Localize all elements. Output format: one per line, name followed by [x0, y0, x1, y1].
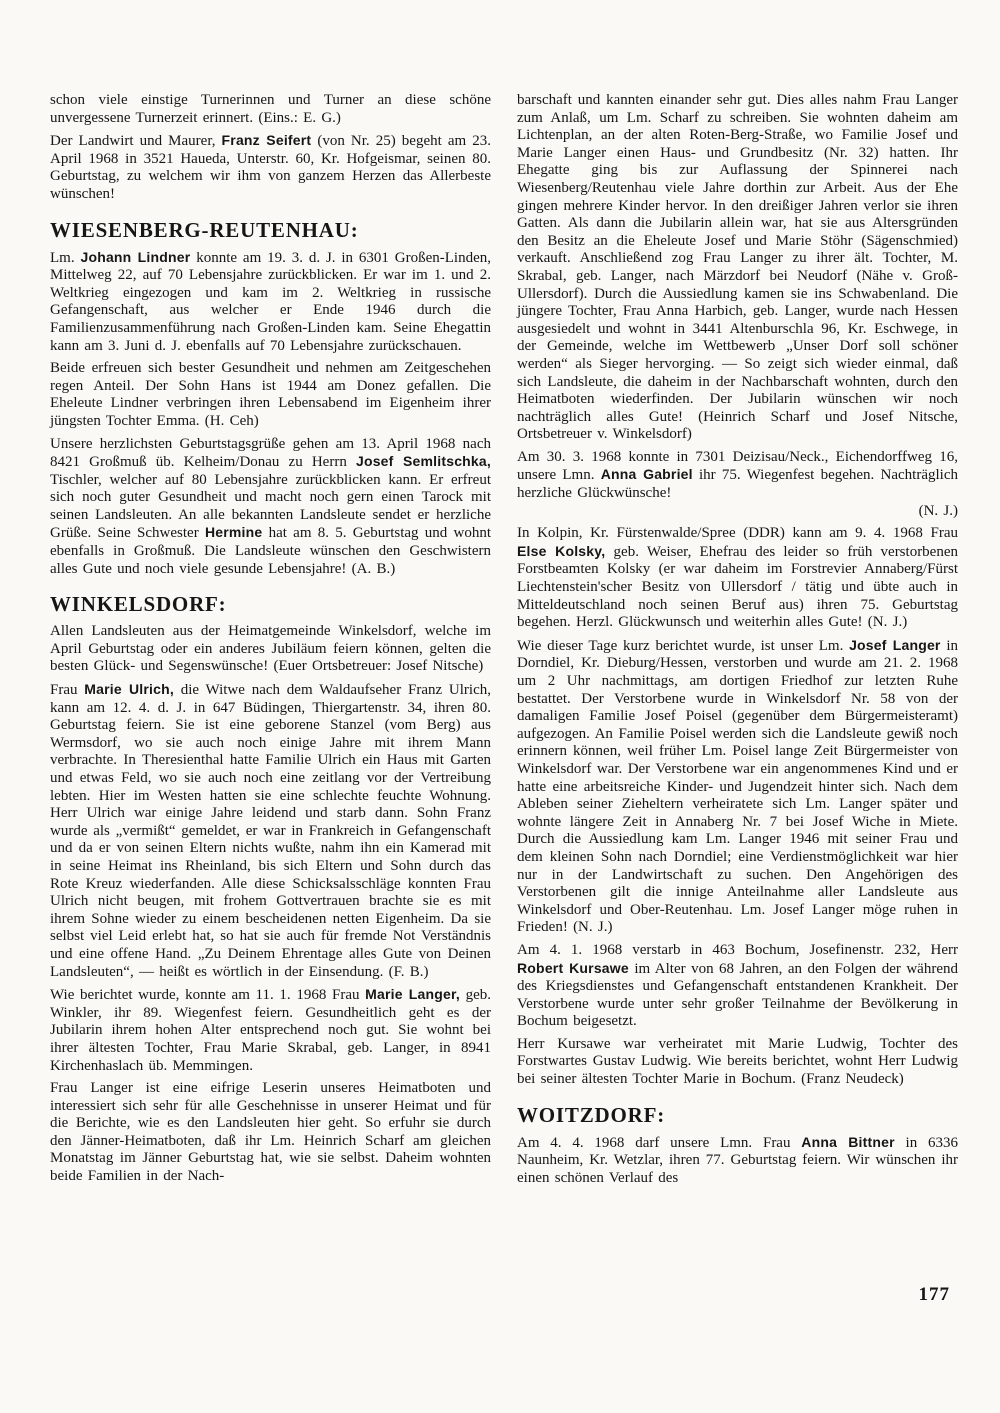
paragraph: [517, 525, 958, 632]
paragraph-text: im Alter von 68 Jahren, an den Folgen der während des Kriegsdienstes und Gefangenschaft entstandenen Krankheit. Der Verstorbene wurde unter sehr großer Teilnahme der Bevölkerung in Bochum beigesetzt.: [517, 960, 958, 1030]
person-name: Franz Seifert: [221, 132, 312, 149]
person-name: Anna Bittner: [801, 1133, 895, 1150]
paragraph: [50, 1080, 491, 1186]
paragraph-text: Herr Kursawe war verheiratet mit Marie Ludwig, Tochter des Forstwartes Gustav Ludwig. Wie bereits berichtet, wohnt Herr Ludwig bei seiner ältesten Tochter Marie in Bochum. (Franz Neudeck): [517, 1035, 958, 1088]
right-column: [517, 92, 958, 1192]
paragraph-text: Beide erfreuen sich bester Gesundheit und nehmen am Zeitgeschehen regen Anteil. Der Sohn Hans ist 1944 am Donez gefallen. Die Eheleute Lindner verbringen ihren Lebensabend im Eigenheim ihrer jüngsten Tochter Emma. (H. Ceh): [50, 360, 491, 429]
paragraph-text: Tischler, welcher auf 80 Lebensjahre zurückblicken kann. Er erfreut sich noch guter Gesundheit und macht noch gern einen Tarock mit seinen Landsleuten. An alle bekannten Landsleute sendet er herzliche Grüße. Seine Schwester: [50, 471, 491, 542]
paragraph-text: geb. Weiser, Ehefrau des leider so früh verstorbenen Forstbeamten Kolsky (er war daheim im Forstrevier Annaberg/Fürst Liechtenstein'scher Besitz von Ullersdorf / tätig und übte auch in Mitteldeutschland noch seinen Beruf aus) ihren 75. Geburtstag begehen. Herzl. Glückwunsch und weiterhin alles Gute! (N. J.): [517, 543, 958, 631]
paragraph: [517, 1134, 958, 1188]
paragraph-text: in Dorndiel, Kr. Dieburg/Hessen, verstorben und wurde am 21. 2. 1968 um 2 Uhr nachmittags, am dortigen Friedhof zur letzten Ruhe bestattet. Der Verstorbene wurde in Winkelsdorf Nr. 58 von der damaligen Familie Josef Poisel (gegenüber dem Bürgermeisteramt) aufgezogen. An Familie Poisel werden sich die Landsleute gewiß noch erinnern können, weil früher Lm. Poisel lange Zeit Bürgermeister von Winkelsdorf war. Der Verstorbene war ein angenommenes Kind und er hatte eine arbeitsreiche Kinder- und Jugendzeit hinter sich. Nach dem Ableben seiner Zieheltern verheiratete sich Lm. Langer später und wohnte längere Zeit in Annaberg Nr. 7 bei Josef Wiche in Miete. Durch die Aussiedlung kam Lm. Langer 1946 mit seiner Frau und dem kleinen Sohn nach Dorndiel; eine Verdienstmöglichkeit war hier nur in der Landwirtschaft zu suchen. Den Angehörigen des Verstorbenen gilt die innige Anteilnahme aller Landsleute aus Winkelsdorf und Ober-Reutenhau. Lm. Josef Langer möge ruhen in Frieden! (N. J.): [517, 637, 958, 936]
person-name: Josef Langer: [849, 636, 941, 653]
paragraph: [50, 623, 491, 676]
paragraph-text: Der Landwirt und Maurer,: [50, 133, 222, 150]
paragraph-text: Wie dieser Tage kurz berichtet wurde, ist unser Lm.: [517, 637, 850, 654]
paragraph: [50, 360, 491, 430]
paragraph-text: Allen Landsleuten aus der Heimatgemeinde Winkelsdorf, welche im April Geburtstag oder ein anderes Jubiläum feiern können, gelten die besten Glück- und Segenswünsche! (Euer Ortsbetreuer: Josef Nitsche): [50, 623, 491, 675]
person-name: Marie Langer,: [365, 986, 460, 1003]
paragraph: [50, 681, 491, 981]
paragraph-text: Lm.: [50, 249, 81, 266]
page-number: 177: [918, 1284, 950, 1305]
paragraph: [50, 436, 491, 579]
person-name: Johann Lindner: [80, 248, 191, 265]
paragraph-text: Unsere herzlichsten Geburtstagsgrüße gehen am 13. April 1968 nach 8421 Großmuß üb. Kelheim/Donau zu Herrn: [50, 435, 491, 471]
section-heading: WINKELSDORF:: [50, 592, 227, 617]
paragraph: [517, 1036, 958, 1089]
left-column: [50, 92, 491, 1192]
paragraph-text: die Witwe nach dem Waldaufseher Franz Ulrich, kann am 12. 4. d. J. in 647 Büdingen, Thiergartenstr. 34, ihren 80. Geburtstag feiern. Sie ist eine geborene Stanzel (vom Berg) aus Wermsdorf, wo sie auch noch einige Jahre mit ihrem Mann verbrachte. In Theresienthal hatte Familie Ulrich ein Haus mit Garten und etwas Feld, wo sie auch noch eine zeitlang vor der Vertreibung lebten. Hier im Westen hatten sie eine schlechte feuchte Wohnung. Herr Ulrich war einige Jahre leidend und starb dann. Sohn Franz wurde als „vermißt“ gemeldet, er war in Frankreich in Gefangenschaft und da er von seinen Eltern nichts wußte, nahm ihn ein Kamerad mit in seine Heimat ins Rheinland, bis sich Eltern und Sohn durch das Rote Kreuz wiederfanden. Alle diese Schicksalsschläge konnten Frau Ulrich nicht beugen, mit frohem Gottvertrauen brachte sie es mit ihrem Sohne wieder zu einem bescheidenen netten Eigenheim. Da sie selbst viel Leid erlebt hat, so hat sie auch für fremde Not Verständnis und eine offene Hand. „Zu Deinem Ehrentage alles Gute von Deinen Landsleuten“, — heißt es wörtlich in der Einsendung. (F. B.): [50, 682, 491, 980]
paragraph-text: konnte am 19. 3. d. J. in 6301 Großen-Linden, Mittelweg 22, auf 70 Lebensjahre zurückblicken. Er war im 1. und 2. Weltkrieg eingezogen und kam im 2. Weltkrieg in russische Gefangenschaft, aus welcher er Ende 1946 durch die Familienzusammenführung nach Großen-Linden kam. Seine Ehegattin kann am 3. Juni d. J. ebenfalls auf 70 Lebensjahre zurückschauen.: [50, 249, 491, 354]
paragraph-text: barschaft und kannten einander sehr gut. Dies alles nahm Frau Langer zum Anlaß, um Lm. Scharf zu schreiben. Sie wohnten daheim am Lichtenplan, an der alten Roten-Berg-Straße, wo Familie Josef und Marie Langer einen Haus- und Grundbesitz (Nr. 32) hatten. Ihr Ehegatte ging bis zur Auflassung der Spinnerei nach Wiesenberg/Reutenhau viele Jahre dorthin zur Arbeit. Aus der Ehe gingen mehrere Kinder hervor. In den dreißiger Jahren verlor sie ihren Gatten. Als dann die Jubilarin allein war, hat sie aus Altersgründen den Besitz an die Eheleute Josef und Marie Stöhr (Sägenschmied) verkauft. Anschließend zog Frau Langer zu ihrer ält. Tochter, M. Skrabal, geb. Langer, nach Märzdorf bei Neudorf (Nähe v. Groß-Ullersdorf). Durch die Aussiedlung kamen sie ins Schwabenland. Die jüngere Tochter, Frau Anna Harbich, geb. Langer, wurde nach Hessen ausgesiedelt und wohnt in 3441 Altenburschla 96, Kr. Eschwege, in der Gemeinde, welche im Wettbewerb „Unser Dorf soll schöner werden“ als Sieger hervorging. — So zeigt sich wieder einmal, daß sich Landsleute, die daheim in der Nachbarschaft wohnten, durch den Heimatboten wiederfinden. Der Jubilarin wünschen wir noch nachträglich alles Gute! (Heinrich Scharf und Josef Nitsche, Ortsbetreuer v. Winkelsdorf): [517, 92, 958, 443]
paragraph-text: Am 4. 4. 1968 darf unsere Lmn. Frau: [517, 1134, 802, 1151]
paragraph-text: (von Nr. 25) begeht am 23. April 1968 in 3521 Haueda, Unterstr. 60, Kr. Hofgeismar, seinen 80. Geburtstag, zu welchem wir ihm von ganzem Herzen das Allerbeste wünschen!: [50, 133, 491, 202]
paragraph-text: In Kolpin, Kr. Fürstenwalde/Spree (DDR) kann am 9. 4. 1968 Frau: [517, 525, 958, 542]
person-name: Robert Kursawe: [517, 959, 629, 976]
paragraph: [50, 986, 491, 1075]
paragraph: [517, 449, 958, 520]
paragraph: [517, 942, 958, 1031]
section-heading: WOITZDORF:: [517, 1102, 666, 1127]
paragraph-text: schon viele einstige Turnerinnen und Turner an diese schöne unvergessene Turnerzeit erinnert. (Eins.: E. G.): [50, 92, 491, 126]
paragraph-text: Frau: [50, 682, 85, 699]
paragraph: [517, 92, 958, 444]
person-name: Marie Ulrich,: [84, 681, 174, 698]
paragraph: [517, 637, 958, 937]
paragraph: [50, 132, 491, 203]
paragraph-text: geb. Winkler, ihr 89. Wiegenfest feiern. Gesundheitlich geht es der Jubilarin ihrem hohen Alter entsprechend noch gut. Sie wohnt bei ihrer ältesten Tochter, Frau Marie Skrabal, geb. Langer, in 8941 Kirchenhaslach üb. Memmingen.: [50, 987, 491, 1074]
paragraph-text: hat am 8. 5. Geburtstag und wohnt ebenfalls in Großmuß. Die Landsleute wünschen den Geschwistern alles Gute und noch viele gesunde Lebensjahre! (A. B.): [50, 525, 491, 577]
paragraph-text: Am 4. 1. 1968 verstarb in 463 Bochum, Josefinenstr. 232, Herr: [517, 941, 958, 958]
paragraph: [50, 92, 491, 127]
paragraph-text: ihr 75. Wiegenfest begehen. Nachträglich herzliche Glückwünsche!: [517, 467, 958, 502]
signature-initials: (N. J.): [918, 502, 958, 519]
person-name: Hermine: [204, 524, 263, 541]
paragraph-text: Am 30. 3. 1968 konnte in 7301 Deizisau/Neck., Eichendorffweg 16, unsere Lmn.: [517, 448, 958, 484]
person-name: Else Kolsky,: [517, 542, 606, 559]
paragraph-text: Wie berichtet wurde, konnte am 11. 1. 1968 Frau: [50, 987, 366, 1004]
person-name: Josef Semlitschka,: [355, 453, 491, 470]
section-heading: WIESENBERG-REUTENHAU:: [50, 217, 359, 242]
paragraph-text: in 6336 Naunheim, Kr. Wetzlar, ihren 77. Geburtstag feiern. Wir wünschen ihr einen schönen Verlauf des: [517, 1134, 959, 1186]
text-columns: [50, 92, 958, 1192]
person-name: Anna Gabriel: [600, 466, 693, 483]
paragraph-text: Frau Langer ist eine eifrige Leserin unseres Heimatboten und interessiert sich sehr für alle Geschehnisse in unserer Heimat und für die Berichte, wie es den Landsleuten hier geht. So erfuhr sie durch den Jänner-Heimatboten, daß ihr Lm. Heinrich Scharf am gleichen Monatstag im Jänner Geburtstag hat, wie sie selbst. Daheim wohnten beide Familien in der Nach-: [50, 1080, 491, 1185]
paragraph: [50, 249, 491, 356]
